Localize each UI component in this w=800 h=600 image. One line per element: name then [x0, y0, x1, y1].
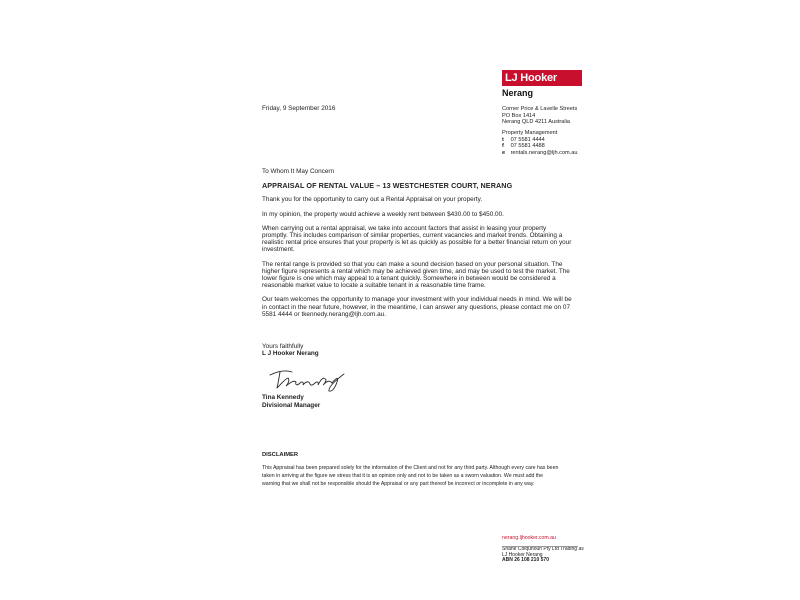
address-line: Corner Price & Lavelle Streets [502, 106, 578, 112]
fax-value: 07 5581 4488 [510, 143, 545, 150]
email-label: e [502, 149, 506, 156]
paragraph: The rental range is provided so that you can make a sound decision based on your personal situation. The higher figure represents a rental which may be achieved given time, and may be used to test the market. The lower figure is one which may appeal to a tenant quickly. Somewhere in between would be considered a reasonable market value to locate a suitable tenant in a reasonable time frame. [262, 260, 570, 290]
subject-line: APPRAISAL OF RENTAL VALUE – 13 WESTCHESTER COURT, NERANG [262, 181, 513, 191]
closing-block [262, 343, 319, 357]
paragraph: In my opinion, the property would achieve a weekly rent between $430.00 to $450.00. [262, 210, 504, 218]
phone-label: t [502, 136, 504, 143]
handwritten-signature [266, 365, 348, 393]
disclaimer-heading: DISCLAIMER [262, 452, 299, 458]
abn-number: ABN 26 108 210 570 [502, 557, 549, 564]
phone-value: 07 5581 4444 [510, 136, 545, 143]
closing: Yours faithfully [262, 343, 304, 350]
letter-date: Friday, 9 September 2016 [262, 105, 336, 112]
address-line: PO Box 1414 [502, 112, 536, 119]
letter-body [262, 168, 572, 325]
brand-logo [502, 70, 582, 98]
logo-mark: LJ Hooker [502, 70, 582, 86]
footer-divider [502, 546, 578, 547]
company-name: L J Hooker Nerang [262, 350, 319, 358]
email-row [502, 150, 722, 157]
email-value: rentals.nerang@ljh.com.au [510, 149, 578, 156]
footer-block [502, 536, 702, 564]
footer-line: Shane Colquhoun Pty Ltd Trading as [502, 545, 584, 552]
paragraph: When carrying out a rental appraisal, we take into account factors that assist in leasing your property promptly. This includes comparison of similar properties, current vacancies and market trends. Obtaining a realistic rental price ensures that your property is let as quickly as possible for a better financial return on your investment. [262, 224, 572, 254]
department-label: Property Management [502, 130, 558, 136]
signature-stroke [270, 371, 344, 391]
signer-title: Divisional Manager [262, 401, 321, 409]
paragraph: Our team welcomes the opportunity to manage your investment with your individual needs in mind. We will be in contact in the near future, however, in the meantime, I can answer any questions, please contact me on 07 5581 4444 or tkennedy.nerang@ljh.com.au. [262, 296, 572, 318]
signer-block [262, 394, 320, 409]
logo-office: Nerang [502, 88, 534, 98]
contact-block [502, 130, 722, 156]
salutation: To Whom It May Concern [262, 168, 335, 175]
signer-name: Tina Kennedy [262, 394, 304, 401]
website-link[interactable]: nerang.ljhooker.com.au [502, 535, 556, 541]
fax-row [502, 143, 722, 150]
office-address [502, 106, 702, 126]
fax-label: f [502, 143, 504, 150]
disclaimer-text: This Appraisal has been prepared solely for the information of the Client and not for any third party. Although every care has been taken in arriving at the figure we stress that it is an opinion only and not to be taken as a sworn valuation. We must add the warning that we shall not be responsible should the Appraisal or any part thereof be incorrect or incomplete in any way. [262, 465, 559, 487]
phone-row [502, 137, 722, 144]
paragraph: Thank you for the opportunity to carry out a Rental Appraisal on your property. [262, 196, 483, 204]
address-line: Nerang QLD 4211 Australia [502, 119, 570, 126]
footer-line: LJ Hooker Nerang [502, 551, 543, 558]
